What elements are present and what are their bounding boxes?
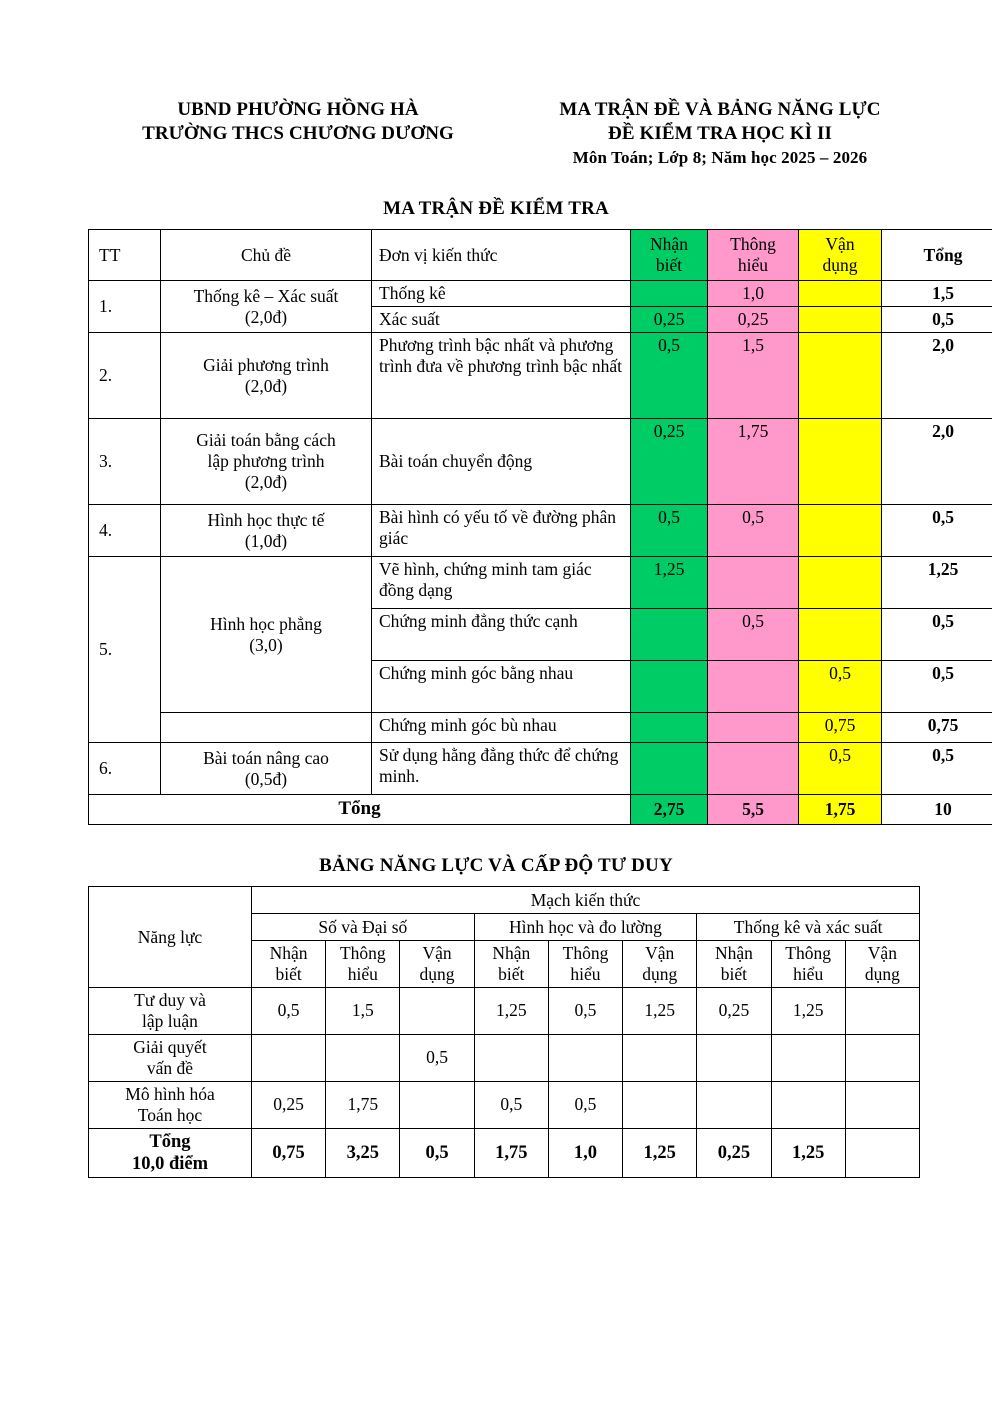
matrix-col-total: Tổng xyxy=(882,230,992,281)
capacity-cell xyxy=(400,987,474,1034)
table-row xyxy=(89,987,920,1034)
matrix-cell-nhan-biet xyxy=(631,743,708,795)
capacity-group-thong-ke: Thống kê và xác suất xyxy=(697,914,920,941)
capacity-cell xyxy=(697,1081,771,1128)
matrix-cell-van-dung xyxy=(799,307,882,333)
matrix-col-van-dung-line2: dụng xyxy=(822,255,858,276)
matrix-table xyxy=(88,229,992,825)
level-line1: Vận xyxy=(867,943,897,964)
matrix-cell-unit: Xác suất xyxy=(372,307,631,333)
capacity-level-g1-van-dung xyxy=(400,941,474,987)
capacity-level-g3-van-dung xyxy=(845,941,919,987)
matrix-cell-unit: Chứng minh góc bằng nhau xyxy=(372,661,631,713)
school-identity xyxy=(88,98,508,147)
matrix-cell-total: 0,5 xyxy=(882,609,992,661)
capacity-table-body xyxy=(89,987,920,1177)
matrix-cell-unit: Chứng minh đẳng thức cạnh xyxy=(372,609,631,661)
matrix-col-tt: TT xyxy=(89,230,161,281)
matrix-cell-unit: Thống kê xyxy=(372,281,631,307)
level-line1: Nhận xyxy=(714,943,753,964)
matrix-topic-line2: (2,0đ) xyxy=(244,375,288,396)
level-line2: biết xyxy=(275,964,302,985)
level-line2: hiểu xyxy=(347,964,378,985)
table-row xyxy=(89,505,992,557)
capacity-cell: 0,5 xyxy=(474,1081,548,1128)
level-line2: dụng xyxy=(642,964,678,985)
matrix-cell-thong-hieu xyxy=(708,743,799,795)
matrix-cell-total: 0,5 xyxy=(882,307,992,333)
capacity-level-g2-nhan-biet xyxy=(474,941,548,987)
capacity-header-row-strand xyxy=(89,887,920,914)
matrix-cell-nhan-biet xyxy=(631,281,708,307)
capacity-section-title: BẢNG NĂNG LỰC VÀ CẤP ĐỘ TƯ DUY xyxy=(319,855,673,877)
matrix-col-thong-hieu-line2: hiểu xyxy=(737,255,769,276)
matrix-cell-topic xyxy=(161,743,372,795)
capacity-row-label xyxy=(89,1034,252,1081)
matrix-cell-van-dung xyxy=(799,557,882,609)
capacity-cell: 0,25 xyxy=(697,987,771,1034)
matrix-section-title: MA TRẬN ĐỀ KIỂM TRA xyxy=(383,198,609,220)
matrix-table-head xyxy=(89,230,992,281)
capacity-level-g2-thong-hieu xyxy=(548,941,622,987)
capacity-row-label-line1: Tư duy và xyxy=(134,989,206,1010)
capacity-cell: 1,25 xyxy=(771,987,845,1034)
capacity-cell xyxy=(845,987,919,1034)
matrix-cell-van-dung xyxy=(799,419,882,505)
capacity-table-head xyxy=(89,887,920,987)
level-line2: hiểu xyxy=(570,964,601,985)
capacity-col-nang-luc: Năng lực xyxy=(89,887,252,987)
matrix-cell-unit: Bài hình có yếu tố về đường phân giác xyxy=(372,505,631,557)
capacity-row-label-line2: Toán học xyxy=(137,1104,203,1125)
table-row xyxy=(89,419,992,505)
capacity-cell: 0,5 xyxy=(548,987,622,1034)
matrix-topic-line1: Hình học phẳng xyxy=(210,613,322,634)
capacity-cell: 0,5 xyxy=(252,987,326,1034)
matrix-cell-tt: 6. xyxy=(89,743,161,795)
capacity-cell xyxy=(623,1034,697,1081)
matrix-table-body xyxy=(89,281,992,825)
matrix-cell-total: 0,5 xyxy=(882,505,992,557)
level-line1: Nhận xyxy=(492,943,531,964)
matrix-cell-thong-hieu: 1,75 xyxy=(708,419,799,505)
matrix-cell-topic xyxy=(161,333,372,419)
doc-title-line2: ĐỀ KIỂM TRA HỌC KÌ II xyxy=(608,123,832,145)
matrix-cell-topic xyxy=(161,713,372,743)
matrix-cell-nhan-biet: 0,5 xyxy=(631,333,708,419)
matrix-cell-tt: 4. xyxy=(89,505,161,557)
matrix-col-van-dung xyxy=(799,230,882,281)
matrix-topic-line2: (1,0đ) xyxy=(244,530,288,551)
matrix-cell-thong-hieu xyxy=(708,557,799,609)
matrix-cell-total: 2,0 xyxy=(882,333,992,419)
capacity-total-label-line2: 10,0 điểm xyxy=(131,1153,209,1174)
matrix-title-wrap xyxy=(0,198,992,220)
matrix-col-thong-hieu-line1: Thông xyxy=(730,234,776,255)
matrix-col-nhan-biet-line2: biết xyxy=(655,255,683,276)
capacity-level-g3-nhan-biet xyxy=(697,941,771,987)
matrix-col-topic: Chủ đề xyxy=(161,230,372,281)
matrix-topic-line1: Giải toán bằng cách xyxy=(196,430,336,451)
capacity-total-label-line1: Tổng xyxy=(149,1131,191,1152)
matrix-col-van-dung-line1: Vận xyxy=(825,234,855,255)
level-line1: Vận xyxy=(645,943,675,964)
capacity-cell: 0,25 xyxy=(252,1081,326,1128)
document-title-block xyxy=(508,98,932,168)
capacity-cell: 1,5 xyxy=(326,987,400,1034)
matrix-cell-van-dung xyxy=(799,281,882,307)
table-row xyxy=(89,713,992,743)
capacity-level-g1-thong-hieu xyxy=(326,941,400,987)
matrix-cell-van-dung xyxy=(799,505,882,557)
level-line1: Thông xyxy=(562,943,609,964)
capacity-cell xyxy=(771,1081,845,1128)
table-row xyxy=(89,557,992,609)
matrix-cell-total: 1,25 xyxy=(882,557,992,609)
matrix-col-nhan-biet xyxy=(631,230,708,281)
capacity-total-row xyxy=(89,1128,920,1177)
level-line1: Nhận xyxy=(269,943,308,964)
matrix-header-row xyxy=(89,230,992,281)
matrix-cell-van-dung: 0,5 xyxy=(799,743,882,795)
capacity-total-cell: 3,25 xyxy=(326,1128,400,1177)
matrix-cell-total: 0,75 xyxy=(882,713,992,743)
capacity-cell: 1,25 xyxy=(474,987,548,1034)
matrix-cell-nhan-biet: 1,25 xyxy=(631,557,708,609)
capacity-row-label-line2: lập luận xyxy=(142,1010,198,1031)
matrix-cell-thong-hieu: 0,25 xyxy=(708,307,799,333)
matrix-cell-nhan-biet: 0,5 xyxy=(631,505,708,557)
matrix-cell-unit: Bài toán chuyển động xyxy=(372,419,631,505)
authority-line: UBND PHƯỜNG HỒNG HÀ xyxy=(177,99,419,120)
capacity-table xyxy=(88,886,920,1178)
capacity-cell: 1,25 xyxy=(623,987,697,1034)
matrix-total-label: Tổng xyxy=(89,795,631,825)
matrix-total-row xyxy=(89,795,992,825)
matrix-cell-total: 0,5 xyxy=(882,661,992,713)
capacity-total-cell: 0,75 xyxy=(252,1128,326,1177)
matrix-cell-tt: 1. xyxy=(89,281,161,333)
capacity-cell xyxy=(771,1034,845,1081)
matrix-cell-topic xyxy=(161,419,372,505)
matrix-cell-thong-hieu: 0,5 xyxy=(708,505,799,557)
level-line1: Thông xyxy=(785,943,831,964)
matrix-col-unit: Đơn vị kiến thức xyxy=(372,230,631,281)
capacity-cell: 0,5 xyxy=(548,1081,622,1128)
matrix-topic-line2: (0,5đ) xyxy=(244,768,288,789)
matrix-cell-thong-hieu: 1,0 xyxy=(708,281,799,307)
matrix-cell-van-dung xyxy=(799,609,882,661)
matrix-total-grand: 10 xyxy=(882,795,992,825)
matrix-total-van-dung: 1,75 xyxy=(799,795,882,825)
matrix-cell-tt: 3. xyxy=(89,419,161,505)
matrix-cell-thong-hieu xyxy=(708,713,799,743)
capacity-row-label-line2: vấn đề xyxy=(146,1057,194,1078)
capacity-level-g2-van-dung xyxy=(623,941,697,987)
matrix-cell-nhan-biet xyxy=(631,713,708,743)
matrix-cell-topic xyxy=(161,505,372,557)
matrix-table-wrap xyxy=(0,229,992,825)
matrix-total-thong-hieu: 5,5 xyxy=(708,795,799,825)
matrix-cell-unit: Sử dụng hằng đẳng thức để chứng minh. xyxy=(372,743,631,795)
capacity-table-wrap xyxy=(0,886,992,1178)
matrix-cell-total: 1,5 xyxy=(882,281,992,307)
matrix-topic-line1: Thống kê – Xác suất xyxy=(193,285,339,306)
matrix-cell-van-dung: 0,75 xyxy=(799,713,882,743)
capacity-total-cell: 0,5 xyxy=(400,1128,474,1177)
level-line1: Thông xyxy=(339,943,386,964)
capacity-total-cell: 1,0 xyxy=(548,1128,622,1177)
matrix-topic-line2: lập phương trình xyxy=(207,451,325,472)
capacity-total-cell: 1,25 xyxy=(771,1128,845,1177)
level-line1: Vận xyxy=(422,943,452,964)
document-header xyxy=(0,0,992,168)
doc-subject-line: Môn Toán; Lớp 8; Năm học 2025 – 2026 xyxy=(572,147,868,167)
level-line2: biết xyxy=(720,964,748,985)
table-row xyxy=(89,743,992,795)
table-row xyxy=(89,333,992,419)
table-row xyxy=(89,1034,920,1081)
capacity-row-label-line1: Mô hình hóa xyxy=(125,1083,215,1104)
matrix-cell-van-dung: 0,5 xyxy=(799,661,882,713)
matrix-topic-line1: Bài toán nâng cao xyxy=(203,747,329,768)
capacity-cell xyxy=(845,1081,919,1128)
capacity-row-label xyxy=(89,987,252,1034)
capacity-cell xyxy=(697,1034,771,1081)
capacity-cell xyxy=(623,1081,697,1128)
level-line2: dụng xyxy=(864,964,900,985)
matrix-topic-line1: Hình học thực tế xyxy=(207,509,325,530)
level-line2: biết xyxy=(498,964,525,985)
matrix-topic-line2: (2,0đ) xyxy=(244,306,288,327)
capacity-total-cell: 0,25 xyxy=(697,1128,771,1177)
table-row xyxy=(89,1081,920,1128)
matrix-cell-nhan-biet: 0,25 xyxy=(631,307,708,333)
capacity-title-wrap xyxy=(0,855,992,877)
matrix-topic-line1: Giải phương trình xyxy=(203,354,329,375)
matrix-col-thong-hieu xyxy=(708,230,799,281)
school-name-line: TRƯỜNG THCS CHƯƠNG DƯƠNG xyxy=(142,123,454,145)
matrix-cell-unit: Chứng minh góc bù nhau xyxy=(372,713,631,743)
matrix-cell-thong-hieu xyxy=(708,661,799,713)
capacity-cell xyxy=(400,1081,474,1128)
matrix-cell-nhan-biet xyxy=(631,609,708,661)
matrix-cell-unit: Vẽ hình, chứng minh tam giác đồng dạng xyxy=(372,557,631,609)
level-line2: dụng xyxy=(419,964,455,985)
matrix-cell-van-dung xyxy=(799,333,882,419)
capacity-level-g1-nhan-biet xyxy=(252,941,326,987)
capacity-cell xyxy=(474,1034,548,1081)
matrix-cell-total: 2,0 xyxy=(882,419,992,505)
matrix-topic-line2: (3,0) xyxy=(249,634,283,655)
matrix-cell-tt: 2. xyxy=(89,333,161,419)
matrix-cell-thong-hieu: 1,5 xyxy=(708,333,799,419)
capacity-group-hinh-hoc: Hình học và đo lường xyxy=(474,914,697,941)
matrix-cell-topic xyxy=(161,557,372,713)
capacity-col-mach-kien-thuc: Mạch kiến thức xyxy=(252,887,920,914)
capacity-cell xyxy=(548,1034,622,1081)
capacity-level-g3-thong-hieu xyxy=(771,941,845,987)
capacity-cell xyxy=(252,1034,326,1081)
capacity-total-cell: 1,25 xyxy=(623,1128,697,1177)
capacity-group-so-dai-so: Số và Đại số xyxy=(252,914,475,941)
matrix-topic-line3: (2,0đ) xyxy=(244,472,288,493)
level-line2: hiểu xyxy=(793,964,824,985)
capacity-row-label-line1: Giải quyết xyxy=(133,1036,207,1057)
matrix-cell-unit: Phương trình bậc nhất và phương trình đưa về phương trình bậc nhất xyxy=(372,333,631,419)
capacity-cell: 1,75 xyxy=(326,1081,400,1128)
matrix-cell-thong-hieu: 0,5 xyxy=(708,609,799,661)
matrix-col-nhan-biet-line1: Nhận xyxy=(650,234,688,255)
table-row xyxy=(89,281,992,307)
capacity-total-cell xyxy=(845,1128,919,1177)
capacity-cell: 0,5 xyxy=(400,1034,474,1081)
matrix-cell-nhan-biet: 0,25 xyxy=(631,419,708,505)
matrix-cell-tt: 5. xyxy=(89,557,161,743)
matrix-cell-topic xyxy=(161,281,372,333)
matrix-total-nhan-biet: 2,75 xyxy=(631,795,708,825)
capacity-total-label xyxy=(89,1128,252,1177)
matrix-cell-total: 0,5 xyxy=(882,743,992,795)
capacity-cell xyxy=(845,1034,919,1081)
capacity-row-label xyxy=(89,1081,252,1128)
capacity-total-cell: 1,75 xyxy=(474,1128,548,1177)
capacity-cell xyxy=(326,1034,400,1081)
matrix-cell-nhan-biet xyxy=(631,661,708,713)
doc-title-line1: MA TRẬN ĐỀ VÀ BẢNG NĂNG LỰC xyxy=(559,99,881,120)
